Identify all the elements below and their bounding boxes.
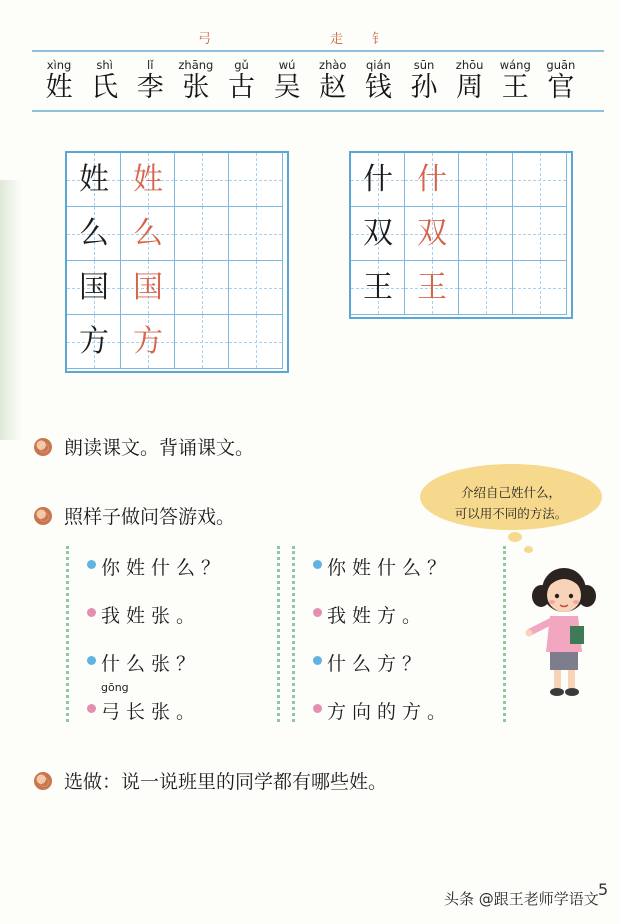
grid-cell [229,207,283,261]
surname-character-row [40,70,580,106]
pinyin-label: lǐ [147,58,154,72]
grid-cell [513,261,567,315]
pinyin-label: wáng [499,58,531,72]
grid-cell [405,153,459,207]
dialog-box-right [292,546,506,722]
grid-cell [121,261,175,315]
dialog-text: 弓长张。 [101,701,202,723]
pinyin-label: zhāng [178,58,214,72]
surname-character: 孙 [410,72,438,103]
pinyin-label: gǔ [234,58,249,72]
radical-zou: 走 [330,32,344,47]
grid-cell [67,153,121,207]
grid-cell [121,207,175,261]
grid-cell [351,207,405,261]
pinyin-label: zhào [319,58,347,72]
grid-cell [121,315,175,369]
watermark: 头条 @跟王老师学语文 [444,890,599,908]
grid-cell [459,207,513,261]
surname-character: 氏 [91,72,119,103]
grid-cell [513,153,567,207]
model-character: 姓 [79,162,109,197]
bubble-line-2: 可以用不同的方法。 [454,506,568,521]
dialog-box-left [66,546,280,722]
surname-character: 古 [228,72,255,103]
model-character: 国 [79,270,109,305]
dialog-text: 你姓什么？ [101,557,227,579]
bubble-line-1: 介绍自己姓什么， [460,485,561,500]
speaker-dot [87,656,96,665]
surname-character: 官 [547,72,575,103]
pinyin-label: xìng [46,58,72,72]
grid-cell [175,315,229,369]
section-bullet-icon [34,507,52,525]
grid-cell [229,153,283,207]
bubble-tail-puff [524,546,533,553]
dialog-text: 什么张？ [101,653,202,675]
trace-character: 什 [417,162,447,197]
grid-cell [459,153,513,207]
pinyin-annotation: gōng [101,681,129,694]
section-bullet-icon [34,438,52,456]
speaker-dot [313,608,322,617]
speaker-dot [313,560,322,569]
dialog-text: 什么方？ [327,653,428,675]
model-character: 王 [363,270,393,305]
grid-cell [405,261,459,315]
surname-character: 王 [501,72,529,103]
surname-character: 周 [456,72,484,103]
pinyin-label: wú [278,58,296,72]
trace-character: 王 [417,270,447,305]
page-edge-tint [0,180,22,440]
bubble-tail-puff [508,532,522,542]
pinyin-label: shì [96,58,113,72]
pinyin-label: qián [365,58,391,72]
trace-character: 双 [417,216,447,251]
dialog-text: 我姓方。 [327,605,428,627]
grid-cell [67,207,121,261]
read-instruction: 朗读课文。背诵课文。 [64,437,255,459]
grid-cell [405,207,459,261]
girl-illustration [524,562,604,702]
radical-row [0,28,620,50]
trace-character: 方 [133,324,163,359]
model-character: 什 [363,162,393,197]
surname-character: 李 [136,72,164,103]
radical-gong: 弓 [198,32,212,47]
speaker-dot [313,656,322,665]
optional-instruction: 选做：说一说班里的同学都有哪些姓。 [64,771,388,793]
writing-grid-right [349,151,573,319]
grid-cell [351,153,405,207]
surname-character: 吴 [273,72,301,103]
page-number: 5 [598,880,609,899]
grid-cell [175,207,229,261]
grid-cell [67,261,121,315]
speaker-dot [87,560,96,569]
model-character: 双 [363,216,393,251]
game-instruction: 照样子做问答游戏。 [64,506,236,528]
surname-character: 钱 [364,72,392,103]
writing-grid-left [65,151,289,373]
pinyin-label: sūn [413,58,435,72]
speaker-dot [313,704,322,713]
grid-cell [121,153,175,207]
grid-cell [351,261,405,315]
model-character: 方 [79,324,109,359]
trace-character: 国 [133,270,163,305]
trace-character: 姓 [133,162,163,197]
grid-cell [67,315,121,369]
pinyin-label: guān [546,58,576,72]
dialog-text: 方向的方。 [327,701,453,723]
speaker-dot [87,608,96,617]
pinyin-label: zhōu [455,58,484,72]
grid-cell [513,207,567,261]
grid-cell [175,153,229,207]
grid-cell [229,261,283,315]
dialog-text: 你姓什么？ [327,557,453,579]
surname-character: 赵 [319,72,347,103]
grid-cell [175,261,229,315]
model-character: 么 [79,216,109,251]
section-bullet-icon [34,772,52,790]
speaker-dot [87,704,96,713]
speech-bubble-text [426,482,596,524]
surname-character: 姓 [45,72,73,103]
dialog-text: 我姓张。 [101,605,202,627]
trace-character: 么 [133,216,163,251]
surname-character: 张 [182,72,210,103]
radical-jin: 钅 [372,32,386,47]
header-bottom-rule [32,110,604,112]
grid-cell [229,315,283,369]
header-top-rule [32,50,604,52]
grid-cell [459,261,513,315]
